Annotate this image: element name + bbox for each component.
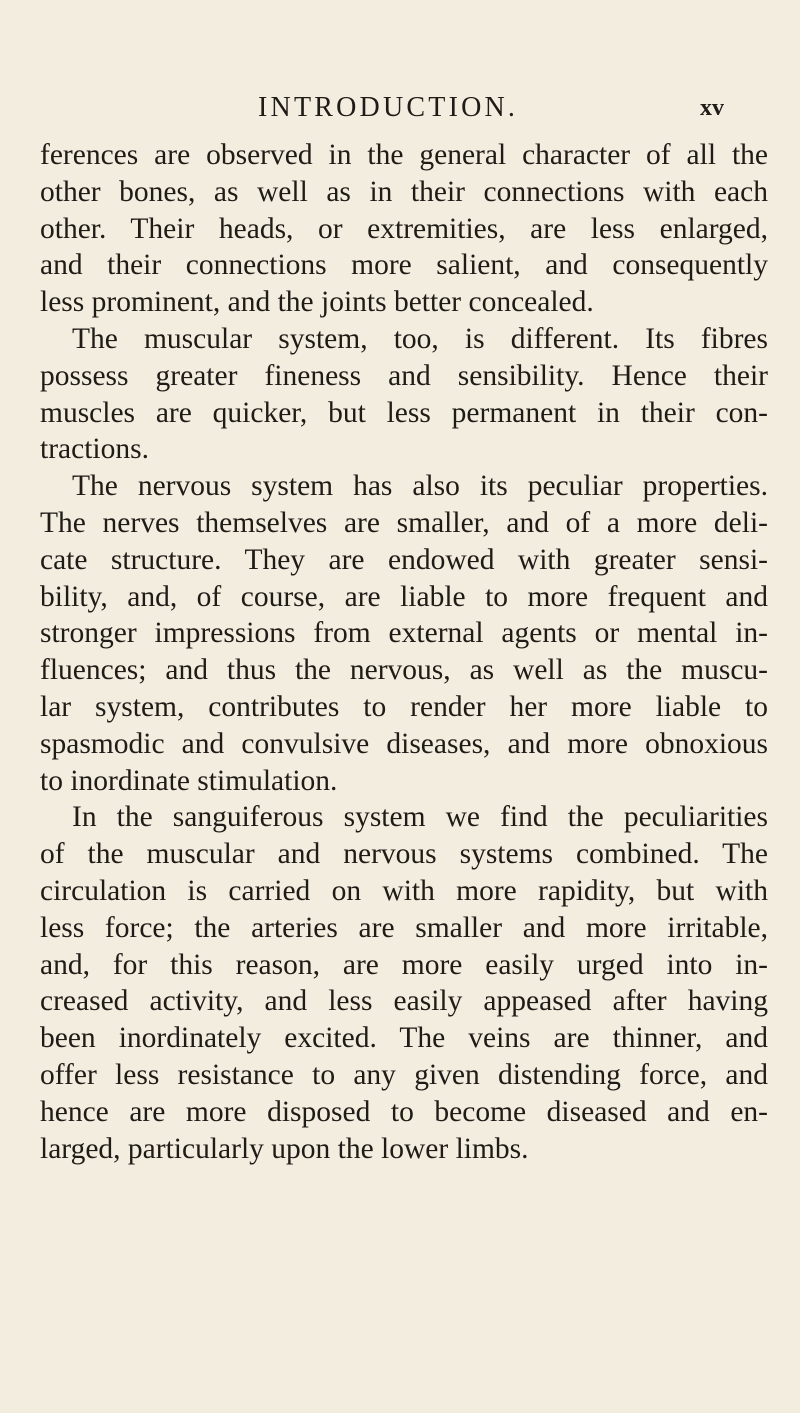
text-line: The muscular system, too, is different. Its fibres: [72, 322, 768, 355]
text-line: fluences; and thus the nervous, as well as the muscu-: [40, 654, 768, 687]
text-line: and, for this reason, are more easily urged into in-: [40, 948, 768, 981]
text-line: The nervous system has also its peculiar properties.: [72, 470, 768, 503]
text-line: other. Their heads, or extremities, are less enlarged,: [40, 212, 768, 245]
text-line: and their connections more salient, and consequently: [40, 249, 768, 282]
text-line: to inordinate stimulation.: [40, 764, 338, 797]
text-line: been inordinately excited. The veins are thinner, and: [40, 1022, 768, 1055]
page-number: xv: [700, 95, 724, 121]
running-title: INTRODUCTION.: [258, 92, 519, 123]
text-line: of the muscular and nervous systems combined. The: [40, 838, 768, 871]
text-line: bility, and, of course, are liable to more frequent and: [40, 580, 768, 613]
text-line: lar system, contributes to render her more liable to: [40, 690, 768, 723]
text-line: creased activity, and less easily appeased after having: [40, 985, 768, 1018]
body-text: [40, 137, 768, 1167]
text-line: In the sanguiferous system we find the peculiarities: [72, 801, 768, 834]
text-line: less force; the arteries are smaller and more irritable,: [40, 911, 768, 944]
text-line: cate structure. They are endowed with greater sensi-: [40, 543, 768, 576]
text-line: offer less resistance to any given distending force, and: [40, 1058, 768, 1091]
text-line: possess greater fineness and sensibility. Hence their: [40, 359, 768, 392]
text-line: ferences are observed in the general character of all the: [40, 139, 768, 171]
running-head: [0, 93, 800, 123]
text-line: larged, particularly upon the lower limbs.: [40, 1132, 529, 1165]
text-line: other bones, as well as in their connections with each: [40, 175, 768, 208]
text-line: hence are more disposed to become diseased and en-: [40, 1095, 768, 1128]
text-line: muscles are quicker, but less permanent in their con-: [40, 396, 768, 429]
text-line: less prominent, and the joints better concealed.: [40, 286, 594, 319]
text-line: tractions.: [40, 433, 149, 466]
text-line: stronger impressions from external agents or mental in-: [40, 617, 768, 650]
text-line: The nerves themselves are smaller, and of a more deli-: [40, 506, 768, 539]
text-line: circulation is carried on with more rapidity, but with: [40, 874, 768, 907]
text-line: spasmodic and convulsive diseases, and more obnoxious: [40, 727, 768, 760]
